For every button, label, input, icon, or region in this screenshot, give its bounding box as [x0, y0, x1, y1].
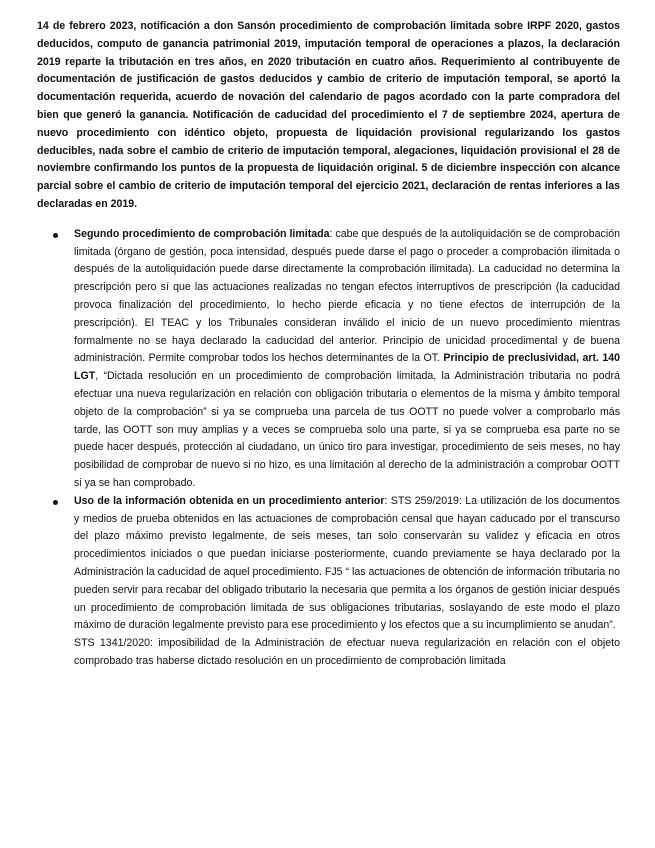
- bullet-text: : cabe que después de la autoliquidación se de comprobación limitada (órgano de gestión, poca intensidad, después puede darse el pago o proceder a comprobación ilimitada o después de la autoliquidación puede darse directamente la comprobación ilimitada). La caducidad no determina la prescripción pero sí que las actuaciones realizadas no tengan efectos interruptivos de prescripción (la caducidad provoca finalización del procedimiento, lo hecho pierde eficacia y no tiene efectos de interrupción de la prescripción). El TEAC y los Tribunales consideran inválido el inicio de un nuevo procedimiento mientras formalmente no se haya declarado la caducidad del anterior. Principio de unicidad procedimental y de buena administración. Permite comprobar todos los hechos determinantes de la OT.: [74, 227, 620, 365]
- bullet-dot-icon: [53, 500, 58, 505]
- bullet-extra-paragraph: STS 1341/2020: imposibilidad de la Administración de efectuar nueva regularización en relación con el objeto comprobado tras haberse dictado resolución en un procedimiento de comprobación limitada: [74, 637, 620, 667]
- intro-paragraph: 14 de febrero 2023, notificación a don Sansón procedimiento de comprobación limitada sobre IRPF 2020, gastos deducidos, computo de ganancia patrimonial 2019, imputación temporal de operaciones a plazos, la declaración 2019 reparte la tributación en tres años, en 2020 tributación en cuatro años. Requerimiento al contribuyente de documentación de justificación de gastos deducidos y cambio de criterio de imputación temporal, se aportó la documentación requerida, acuerdo de novación del calendario de pagos acordado con la parte compradora del bien que generó la ganancia. Notificación de caducidad del procedimiento el 7 de septiembre 2024, apertura de nuevo procedimiento con idéntico objeto, propuesta de liquidación provisional regularizando los gastos deducibles, nada sobre el cambio de criterio de imputación temporal, alegaciones, liquidación provisional el 28 de noviembre confirmando los puntos de la propuesta de liquidación original. 5 de diciembre inspección con alcance parcial sobre el cambio de criterio de imputación temporal del ejercicio 2021, declaración de rentas inferiores a las declaradas en 2019.: [37, 20, 620, 210]
- list-item: [74, 226, 620, 493]
- bullet-text: : STS 259/2019: La utilización de los documentos y medios de prueba obtenidos en las actuaciones de comprobación censal que hayan caducado por el transcurso del plazo máximo previsto legalmente, de seis meses, tan solo conservarán su validez y eficacia en otros procedimientos iniciados o que puedan iniciarse posteriormente, cuando previamente se haya declarado por la Administración la caducidad de aquel procedimiento. FJ5 “ las actuaciones de obtención de información tributaria no pueden servir para recabar del obligado tributario la necesaria que permita a los órganos de gestión iniciar después un procedimiento de comprobación limitada de sus obligaciones tributarias, soslayando de este modo el plazo máximo de duración legalmente previsto para ese procedimiento y los efectos que a su incumplimiento se anudan”.: [74, 494, 620, 632]
- bullet-dot-icon: [53, 233, 58, 238]
- bullet-list: [37, 226, 620, 671]
- bullet-title: Uso de la información obtenida en un procedimiento anterior: [74, 494, 385, 507]
- list-item: [74, 493, 620, 671]
- document-page: [37, 18, 620, 671]
- bullet-bold-phrase: Principio de preclusividad, art. 140 LGT: [74, 352, 620, 383]
- bullet-title: Segundo procedimiento de comprobación limitada: [74, 227, 330, 240]
- bullet-text-continued: , “Dictada resolución en un procedimiento de comprobación limitada, la Administración tributaria no podrá efectuar una nueva regularización en relación con obligación tributaria o elementos de la misma y ámbito temporal objeto de la comprobación” si ya se comprueba una parcela de tus OOTT no puede volver a comprobarlo más tarde, las OOTT son muy amplias y a veces se comprueba solo una parte, si ya se comprueba esa parte no se puede hacer después, protección al ciudadano, un único tiro para investigar, procedimiento de seis meses, no hay posibilidad de comprobar de nuevo si no hizo, es una limitación al derecho de la administración a comprobar OOTT si ya se han comprobado.: [74, 370, 620, 489]
